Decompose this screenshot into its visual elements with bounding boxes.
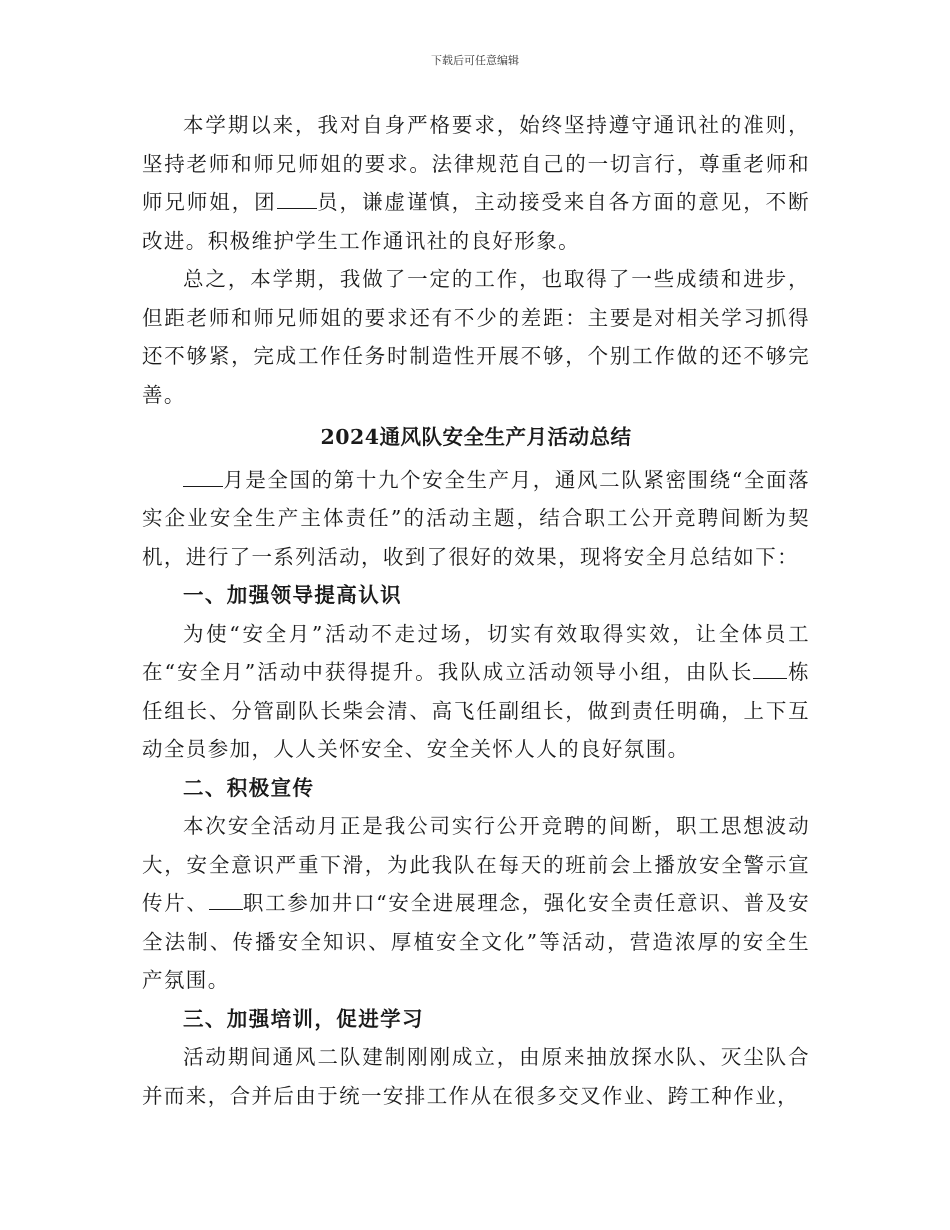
document-body	[142, 106, 810, 1115]
section-heading-publicity: 二、积极宣传	[183, 775, 315, 800]
document-title: 2024通风队安全生产月活动总结	[320, 425, 632, 449]
fill-blank	[277, 186, 317, 209]
paragraph-intro	[142, 461, 810, 577]
fill-blank	[753, 656, 787, 679]
paragraph-publicity	[142, 807, 810, 1000]
paragraph-training: 活动期间通风二队建制刚刚成立，由原来抽放探水队、灭尘队合并而来，合并后由于统一安排工作从在很多交叉作业、跨工种作业，	[142, 1045, 810, 1108]
paragraph-text: 月是全国的第十九个安全生产月，通风二队紧密围绕“全面落实企业安全生产主体责任”的活动主题，结合职工公开竞聘间断为契机，进行了一系列活动，收到了很好的效果，现将安全月总结如下：	[142, 467, 810, 569]
paragraph-summary: 总之，本学期，我做了一定的工作，也取得了一些成绩和进步，但距老师和师兄师姐的要求还有不少的差距：主要是对相关学习抓得还不够紧，完成工作任务时制造性开展不够，个别工作做的还不够完善。	[142, 267, 810, 407]
paragraph-text: 员，谦虚谨慎，主动接受来自各方面的意见，不断改进。积极维护学生工作通讯社的良好形象。	[142, 190, 810, 253]
paragraph-text: 栋任组长、分管副队长柴会清、高飞任副组长，做到责任明确，上下互动全员参加，人人关怀安全、安全关怀人人的良好氛围。	[142, 660, 810, 761]
paragraph-text: 本次安全活动月正是我公司实行公开竞聘的间断，职工思想波动大，安全意识严重下滑，为此我队在每天的班前会上播放安全警示宣传片、	[142, 814, 810, 915]
paragraph-text: 本学期以来，我对自身严格要求，始终坚持遵守通讯社的准则，坚持老师和师兄师姐的要求。法律规范自己的一切言行，尊重老师和师兄师姐，团	[142, 113, 810, 214]
paragraph-leadership	[142, 615, 810, 769]
paragraph-text: 为使“安全月”活动不走过场，切实有效取得实效，让全体员工在“安全月”活动中获得提升。我队成立活动领导小组，由队长	[142, 621, 810, 684]
paragraph-self-discipline	[142, 106, 810, 260]
fill-blank	[183, 464, 223, 487]
paragraph-text: 职工参加井口“安全进展理念，强化安全责任意识、普及安全法制、传播安全知识、厚植安全文化”等活动，营造浓厚的安全生产氛围。	[142, 891, 810, 992]
page-header: 下载后可任意编辑	[431, 54, 519, 67]
section-heading-training: 三、加强培训，促进学习	[183, 1006, 424, 1031]
fill-blank	[209, 887, 243, 910]
section-heading-leadership: 一、加强领导提高认识	[183, 583, 402, 607]
